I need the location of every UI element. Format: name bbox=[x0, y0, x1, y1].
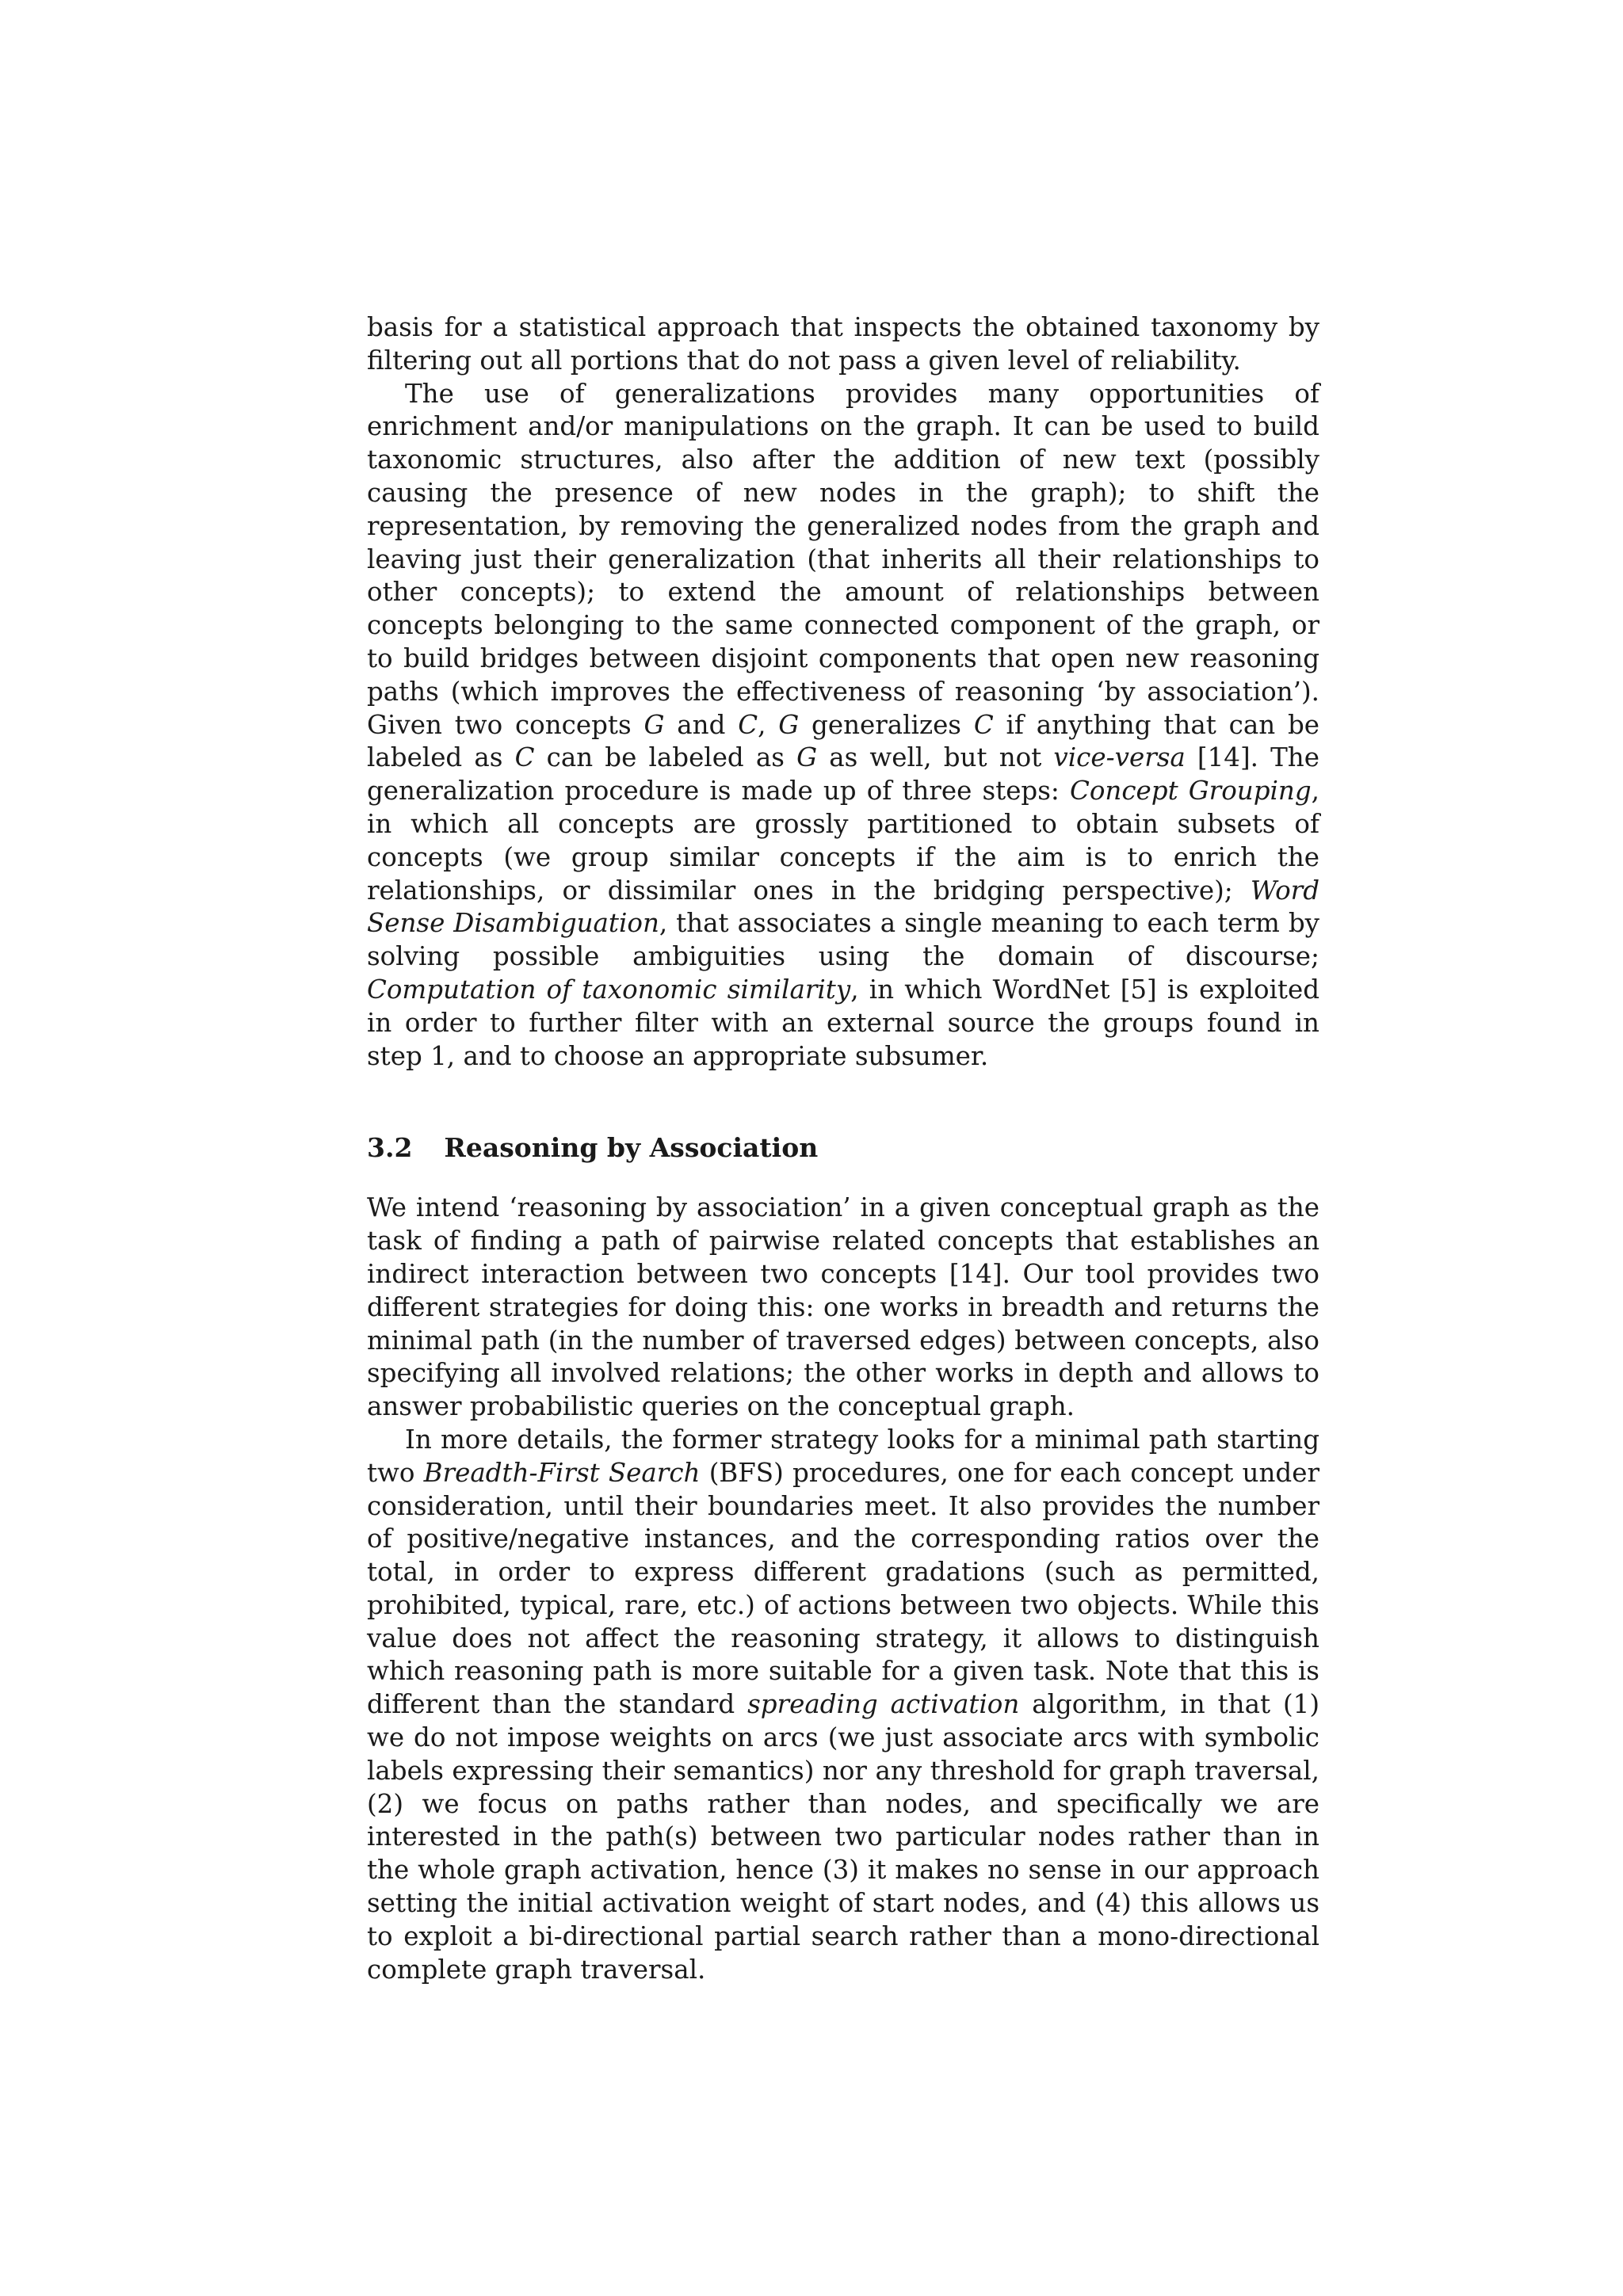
variable-c: C bbox=[973, 709, 994, 740]
variable-g: G bbox=[643, 709, 665, 740]
text-segment: as well, but not bbox=[817, 742, 1054, 773]
text-segment: In more details, the former strategy looks for a minimal path starting two bbox=[367, 1424, 1319, 1488]
text-segment: and bbox=[664, 709, 739, 740]
emphasis-vice-versa: vice-versa bbox=[1053, 742, 1186, 773]
paragraph-reasoning-details bbox=[367, 1424, 1319, 1987]
emphasis-spreading-activation: spreading activation bbox=[747, 1689, 1020, 1720]
text-segment: algorithm, in that (1) we do not impose weights on arcs (we just associate arcs with symbolic labels expressing their semantics) nor any threshold for graph traversal, (2) we focus on paths rather than nodes, and specifically we are interested in the path(s) between two particular nodes rather than in the whole graph activation, hence (3) it makes no sense in our approach setting the initial activation weight of start nodes, and (4) this allows us to exploit a bi-directional partial search rather than a mono-directional complete graph traversal. bbox=[367, 1689, 1319, 1985]
text-segment: if anything that can be labeled as bbox=[367, 709, 1319, 773]
variable-g: G bbox=[796, 742, 818, 773]
emphasis-bfs: Breadth-First Search bbox=[423, 1457, 701, 1488]
text-segment: can be labeled as bbox=[534, 742, 797, 773]
text-segment: (BFS) procedures, one for each concept under consideration, until their boundaries meet. It also provides the number of positive/negative instances, and the corresponding ratios over the total, in order to express different gradations (such as permitted, prohibited, typical, rare, etc.) of actions between two objects. While this value does not affect the reasoning strategy, it allows to distinguish which reasoning path is more suitable for a given task. Note that this is different than the standard bbox=[367, 1457, 1319, 1720]
variable-c: C bbox=[514, 742, 535, 773]
variable-c: C bbox=[738, 709, 758, 740]
section-title: Reasoning by Association bbox=[444, 1132, 819, 1164]
variable-g: G bbox=[778, 709, 800, 740]
paper-page bbox=[367, 311, 1319, 1986]
section-heading bbox=[367, 1131, 1319, 1165]
text-segment: [14]. The generalization procedure is made up of three steps: bbox=[367, 742, 1319, 807]
paragraph-generalizations bbox=[367, 378, 1319, 1074]
text-segment: The use of generalizations provides many opportunities of enrichment and/or manipulations on the graph. It can be used to build taxonomic structures, also after the addition of new text (possibly causing the presence of new nodes in the graph); to shift the representation, by removing the generalized nodes from the graph and leaving just their generalization (that inherits all their relationships to other concepts); to extend the amount of relationships between concepts belonging to the same connected component of the graph, or to build bridges between disjoint components that open new reasoning paths (which improves the effectiveness of reasoning ‘by association’). Given two concepts bbox=[367, 378, 1319, 740]
emphasis-concept-grouping: Concept Grouping bbox=[1069, 776, 1312, 807]
paragraph-reasoning-intro: We intend ‘reasoning by association’ in a given conceptual graph as the task of finding a path of pairwise related concepts that establishes an indirect interaction between two concepts [14]. Our tool provides two different strategies for doing this: one works in breadth and returns the minimal path (in the number of traversed edges) between concepts, also specifying all involved relations; the other works in depth and allows to answer probabilistic queries on the conceptual graph. bbox=[367, 1192, 1319, 1422]
section-number: 3.2 bbox=[367, 1132, 413, 1164]
text-segment: , in which all concepts are grossly partitioned to obtain subsets of concepts (we group similar concepts if the aim is to enrich the relationships, or dissimilar ones in the bridging perspective); bbox=[367, 776, 1319, 906]
text-segment: , that associates a single meaning to each term by solving possible ambiguities using the domain of discourse; bbox=[367, 908, 1319, 972]
emphasis-word-sense-disambiguation: Word Sense Disambiguation bbox=[367, 875, 1319, 939]
text-segment: , in which WordNet [5] is exploited in order to further filter with an external source the groups found in step 1, and to choose an appropriate subsumer. bbox=[367, 974, 1319, 1071]
text-segment: generalizes bbox=[799, 709, 974, 740]
paragraph-continuation: basis for a statistical approach that inspects the obtained taxonomy by filtering out all portions that do not pass a given level of reliability. bbox=[367, 312, 1319, 376]
emphasis-taxonomic-similarity: Computation of taxonomic similarity bbox=[367, 974, 851, 1005]
text-segment: , bbox=[758, 709, 779, 740]
